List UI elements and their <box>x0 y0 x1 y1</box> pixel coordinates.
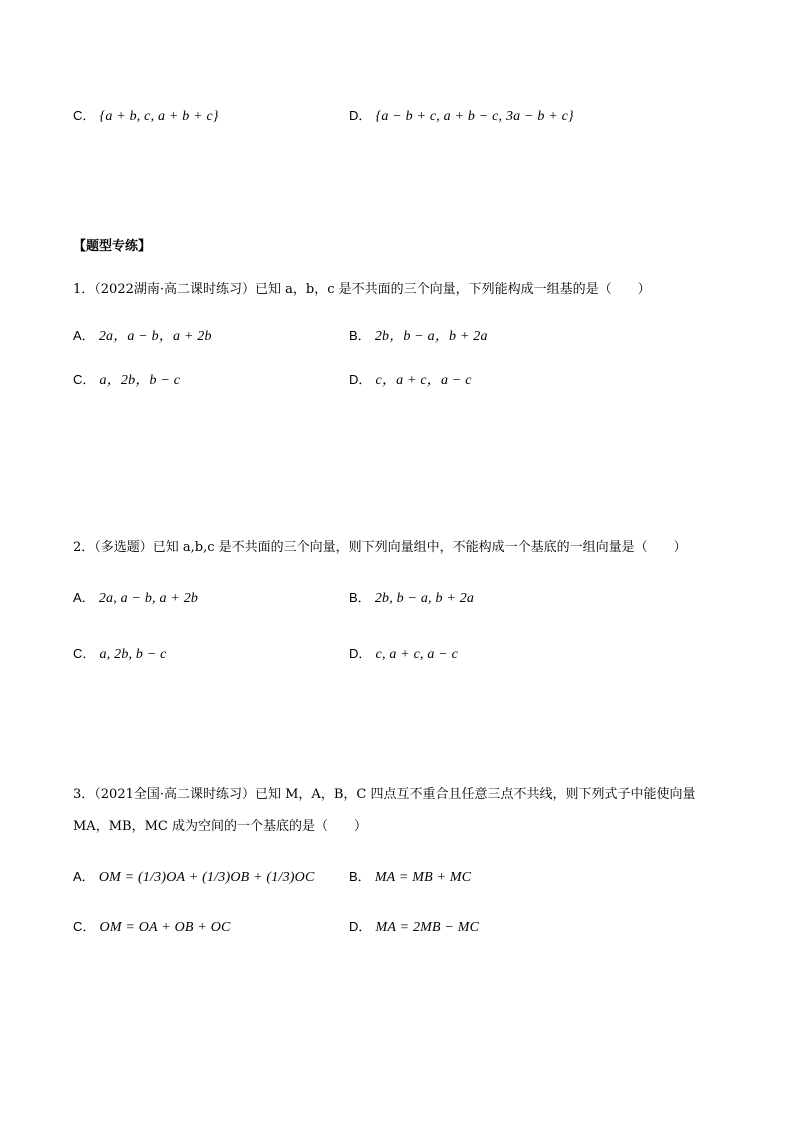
q1-option-a <box>73 327 212 346</box>
top-option-c <box>73 107 219 126</box>
option-label: D． <box>349 646 372 661</box>
option-expression: {a − b + c, a + b − c, 3a − b + c} <box>375 109 574 124</box>
q2-option-c <box>73 645 167 664</box>
option-label: C． <box>73 372 96 387</box>
option-expression: OM = (1/3)OA + (1/3)OB + (1/3)OC <box>98 870 315 885</box>
q3-option-d <box>349 918 479 937</box>
option-label: D． <box>349 372 372 387</box>
q1-stem: 1．（2022湖南·高二课时练习）已知 a，b，c 是不共面的三个向量，下列能构成一组基的是（ ） <box>73 282 651 297</box>
q2-option-d <box>349 645 458 664</box>
q2-option-a <box>73 589 198 608</box>
section-title: 【题型专练】 <box>73 239 152 254</box>
option-label: A． <box>73 328 95 343</box>
option-expression: OM = OA + OB + OC <box>99 920 231 935</box>
q3-option-b <box>349 868 471 887</box>
option-label: D． <box>349 919 372 934</box>
top-option-d <box>349 107 574 126</box>
q3-option-a <box>73 868 315 887</box>
option-expression: c, a + c, a − c <box>375 647 459 662</box>
q2-option-b <box>349 589 474 608</box>
q3-stem-line2: MA，MB，MC 成为空间的一个基底的是（ ） <box>73 819 367 834</box>
option-expression: 2b, b − a, b + 2a <box>374 591 475 606</box>
option-expression: {a + b, c, a + b + c} <box>99 109 219 124</box>
option-label: A． <box>73 869 95 884</box>
q3-stem-line1: 3．（2021全国·高二课时练习）已知 M，A，B，C 四点互不重合且任意三点不共线，则下列式子中能使向量 <box>73 787 696 802</box>
option-expression: c，a + c，a − c <box>375 373 472 388</box>
option-label: A． <box>73 590 95 605</box>
option-expression: 2a, a − b, a + 2b <box>98 591 199 606</box>
q2-stem: 2．（多选题）已知 a,b,c 是不共面的三个向量，则下列向量组中，不能构成一个基底的一组向量是（ ） <box>73 540 687 555</box>
option-expression: MA = 2MB − MC <box>375 920 480 935</box>
option-label: C． <box>73 646 96 661</box>
q1-option-d <box>349 371 472 390</box>
option-label: B． <box>349 328 371 343</box>
option-label: C． <box>73 108 96 123</box>
option-expression: 2b，b − a，b + 2a <box>374 329 488 344</box>
option-label: B． <box>349 590 371 605</box>
option-expression: 2a，a − b，a + 2b <box>98 329 212 344</box>
option-expression: a, 2b, b − c <box>99 647 167 662</box>
option-label: D． <box>349 108 372 123</box>
option-expression: a，2b，b − c <box>99 373 181 388</box>
q1-option-b <box>349 327 488 346</box>
option-label: B． <box>349 869 371 884</box>
q1-option-c <box>73 371 180 390</box>
q3-option-c <box>73 918 231 937</box>
option-label: C． <box>73 919 96 934</box>
option-expression: MA = MB + MC <box>374 870 472 885</box>
